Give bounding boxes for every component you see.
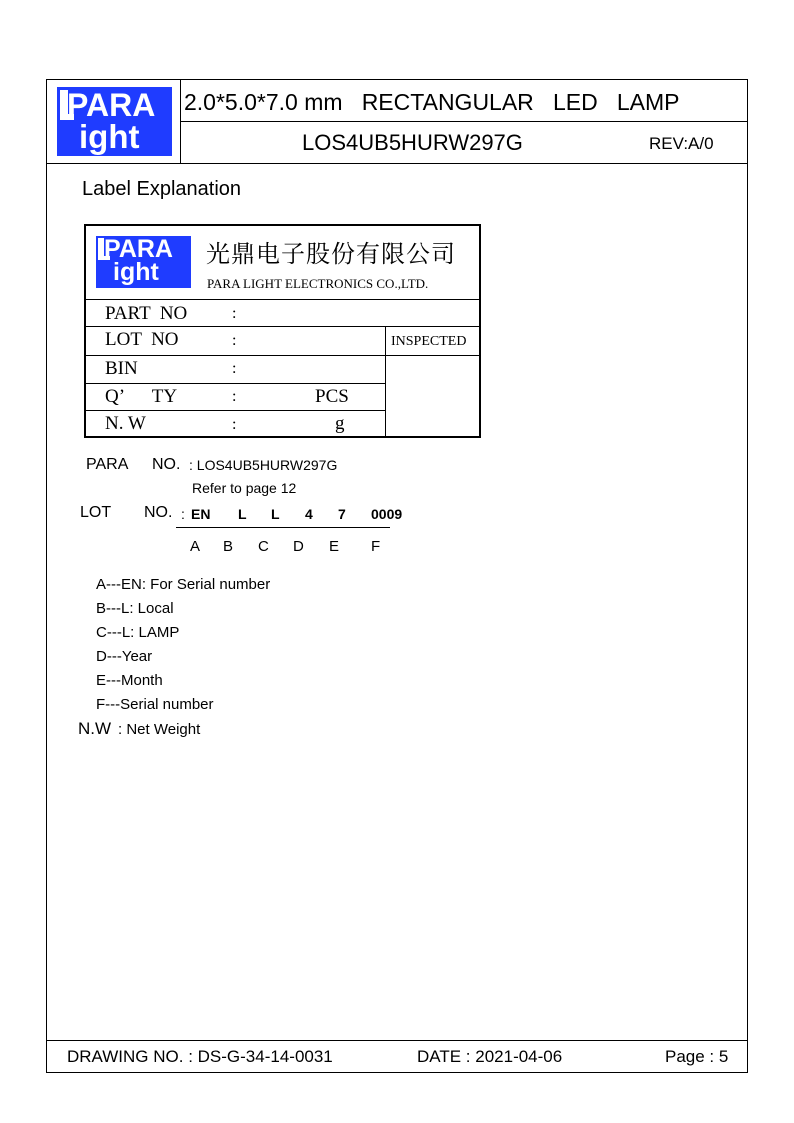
logo-divider <box>180 79 181 163</box>
lot-letter-f: F <box>371 538 381 555</box>
card-row-divider-2 <box>86 326 479 327</box>
header-divider <box>46 163 748 164</box>
page-number: Page : 5 <box>665 1047 729 1066</box>
card-logo <box>96 236 191 288</box>
section-title: Label Explanation <box>82 178 242 200</box>
company-name-cn: 光鼎电子股份有限公司 <box>206 240 456 268</box>
card-unit-pcs: PCS <box>315 386 349 407</box>
header-mid-divider <box>180 121 748 122</box>
lot-code-d: 4 <box>305 506 313 522</box>
lot-letter-e: E <box>329 538 340 555</box>
card-label-nw: N. W <box>105 413 146 434</box>
logo-text-para: PARA <box>67 87 156 123</box>
document-title: 2.0*5.0*7.0 mm RECTANGULAR LED LAMP <box>184 89 680 115</box>
para-no-label: NO. <box>152 456 181 473</box>
legend-item: C---L: LAMP <box>96 624 180 641</box>
lot-label: LOT <box>80 504 112 521</box>
lot-letter-c: C <box>258 538 269 555</box>
card-unit-g: g <box>335 413 345 434</box>
card-colon: : <box>232 416 237 433</box>
legend-item: A---EN: For Serial number <box>96 576 271 593</box>
card-row-divider-1 <box>86 299 479 300</box>
lot-letter-b: B <box>223 538 234 555</box>
lot-colon: : <box>181 506 185 522</box>
card-colon: : <box>232 360 237 377</box>
para-no-value: : LOS4UB5HURW297G <box>189 457 338 473</box>
card-label-bin: BIN <box>105 358 138 379</box>
card-colon: : <box>232 388 237 405</box>
revision: REV:A/0 <box>649 134 714 153</box>
card-label-part-no: PART NO <box>105 303 188 324</box>
refer-note: Refer to page 12 <box>192 480 297 496</box>
logo-text-ight: ight <box>79 118 140 155</box>
lot-letter-a: A <box>190 538 201 555</box>
company-name-en: PARA LIGHT ELECTRONICS CO.,LTD. <box>207 276 429 291</box>
lot-code-e: 7 <box>338 506 346 522</box>
lot-letter-d: D <box>293 538 304 555</box>
card-colon: : <box>232 332 237 349</box>
document-date: DATE : 2021-04-06 <box>417 1047 563 1066</box>
card-column-divider <box>385 326 386 436</box>
drawing-number: DRAWING NO. : DS-G-34-14-0031 <box>67 1047 333 1066</box>
legend-item: F---Serial number <box>96 696 214 713</box>
card-label-qty: Q’ TY <box>105 386 178 407</box>
lot-code-c: L <box>271 506 280 522</box>
card-colon: : <box>232 305 237 322</box>
nw-value: : Net Weight <box>118 721 201 738</box>
lot-code-f: 0009 <box>371 506 403 522</box>
para-label: PARA <box>86 456 129 473</box>
legend-item: E---Month <box>96 672 163 689</box>
card-logo-ight: ight <box>113 258 159 286</box>
card-logo-para: PARA <box>104 235 173 263</box>
lot-no-label: NO. <box>144 504 173 521</box>
card-row-divider-3 <box>86 355 479 356</box>
card-label-lot-no: LOT NO <box>105 329 179 350</box>
inspected-label: INSPECTED <box>391 334 467 349</box>
footer-divider <box>46 1040 748 1041</box>
part-number: LOS4UB5HURW297G <box>302 130 523 155</box>
para-light-logo <box>57 87 172 156</box>
nw-key: N.W <box>78 719 112 738</box>
lot-code-b: L <box>238 506 247 522</box>
card-row-divider-5 <box>86 410 385 411</box>
legend-item: B---L: Local <box>96 600 174 617</box>
legend-item: D---Year <box>96 648 153 665</box>
card-row-divider-4 <box>86 383 385 384</box>
lot-code-a: EN <box>191 506 211 522</box>
lot-underline <box>176 527 390 528</box>
